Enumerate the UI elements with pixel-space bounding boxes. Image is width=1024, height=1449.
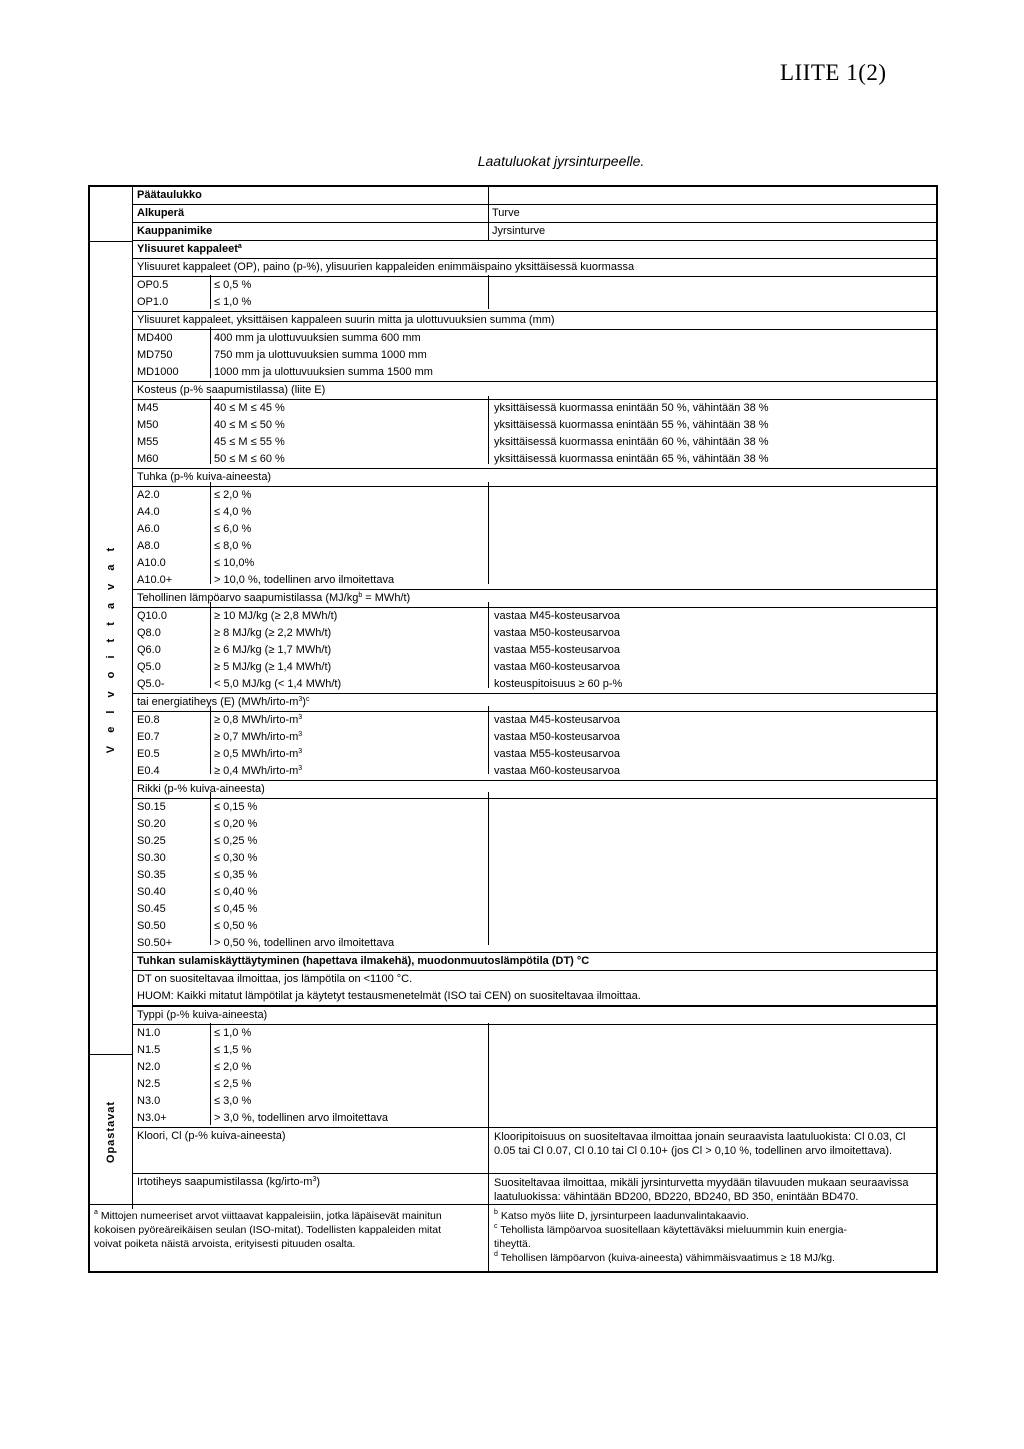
footnote-c [494,1223,934,1237]
header-row-tradename [133,223,936,241]
energy-value-sup: 3 [298,748,303,755]
nitrogen-code: N2.0 [137,1061,161,1073]
side-column-mandatory [90,241,133,1055]
tradename-label: Kauppanimike [137,225,213,237]
footnote-c-mark: c [494,1223,498,1230]
bulk-density-sup: 3 [312,1176,317,1183]
energy-code: E0.4 [137,765,160,777]
md-heading: Ylisuuret kappaleet, yksittäisen kappaleen suurin mitta ja ulottuvuuksien summa (mm) [137,314,555,326]
moisture-value: 45 ≤ M ≤ 55 % [214,436,285,448]
ash-code: A10.0 [137,557,166,569]
heating-note: vastaa M55-kosteusarvoa [494,644,620,656]
heating-heading-row [133,590,936,608]
nitrogen-row [133,1076,936,1093]
ash-heading-row [133,469,936,487]
sulfur-value: > 0,50 %, todellinen arvo ilmoitettava [214,937,395,949]
moisture-note: yksittäisessä kuormassa enintään 50 %, vähintään 38 % [494,402,769,414]
md-row [133,330,936,347]
bulk-density-tail: ) [316,1176,321,1188]
footnote-c-cont: tiheyttä. [494,1238,531,1250]
moisture-row [133,417,936,434]
op-code: OP1.0 [137,296,169,308]
op-heading-row [133,259,936,277]
nitrogen-value: > 3,0 %, todellinen arvo ilmoitettava [214,1112,388,1124]
nitrogen-value: ≤ 2,5 % [214,1078,252,1090]
ash-value: ≤ 6,0 % [214,523,252,535]
energy-value-sup: 3 [298,765,303,772]
nitrogen-heading: Typpi (p-% kuiva-aineesta) [137,1009,268,1021]
heating-note: vastaa M45-kosteusarvoa [494,610,620,622]
sulfur-value: ≤ 0,25 % [214,835,258,847]
moisture-note: yksittäisessä kuormassa enintään 65 %, vähintään 38 % [494,453,769,465]
ash-code: A2.0 [137,489,160,501]
ash-row [133,521,936,538]
origin-value: Turve [492,207,520,219]
ash-code: A6.0 [137,523,160,535]
tradename-value: Jyrsinturve [492,225,546,237]
page-heading: LIITE 1(2) [780,60,887,85]
sulfur-code: S0.25 [137,835,166,847]
energy-value-sup: 3 [298,714,303,721]
ash-value: ≤ 4,0 % [214,506,252,518]
energy-heading: tai energiatiheys (E) (MWh/irto-m [137,696,299,708]
sulfur-value: ≤ 0,30 % [214,852,258,864]
moisture-code: M45 [137,402,159,414]
md-row [133,347,936,364]
side-column-guidance [90,1054,133,1209]
heating-value: < 5,0 MJ/kg (< 1,4 MWh/t) [214,678,342,690]
sulfur-value: ≤ 0,45 % [214,903,258,915]
heating-code: Q6.0 [137,644,161,656]
ash-row [133,572,936,590]
oversize-title-sup: a [237,243,242,250]
footnote-a-mark: a [94,1209,98,1216]
sulfur-code: S0.45 [137,903,166,915]
table-caption: Laatuluokat jyrsinturpeelle. [477,153,645,169]
ash-melting-heading: Tuhkan sulamiskäyttäytyminen (hapettava ilmakehä), muodonmuutoslämpötila (DT) °C [137,955,590,967]
md-value: 1000 mm ja ulottuvuuksien summa 1500 mm [214,366,433,378]
ash-code: A4.0 [137,506,160,518]
ash-melting-row [133,988,936,1007]
moisture-value: 40 ≤ M ≤ 45 % [214,402,285,414]
heating-row [133,625,936,642]
table-rows [133,187,936,1219]
energy-value: ≥ 0,8 MWh/irto-m [214,714,299,726]
footnotes [90,1204,936,1271]
sulfur-code: S0.40 [137,886,166,898]
md-code: MD400 [137,332,173,344]
sulfur-row [133,850,936,867]
ash-value: ≤ 2,0 % [214,489,252,501]
energy-note: vastaa M45-kosteusarvoa [494,714,620,726]
nitrogen-value: ≤ 1,5 % [214,1044,252,1056]
op-value: ≤ 1,0 % [214,296,252,308]
energy-row [133,712,936,729]
quality-classes-table [88,185,938,1273]
moisture-row [133,400,936,417]
op-row [133,277,936,294]
heating-row [133,676,936,694]
header-main-label: Päätaulukko [137,189,202,201]
nitrogen-code: N1.0 [137,1027,161,1039]
moisture-note: yksittäisessä kuormassa enintään 60 %, vähintään 38 % [494,436,769,448]
sulfur-row [133,799,936,816]
nitrogen-row [133,1093,936,1110]
op-value: ≤ 0,5 % [214,279,252,291]
sulfur-row [133,901,936,918]
energy-note: vastaa M55-kosteusarvoa [494,748,620,760]
md-value: 750 mm ja ulottuvuuksien summa 1000 mm [214,349,427,361]
chlorine-note: Klooripitoisuus on suositeltavaa ilmoittaa jonain seuraavista laatuluokista: Cl 0.03, Cl 0.05 tai Cl 0.07, Cl 0.10 tai Cl 0.10+ (jos Cl > 0,10 %, todellinen arvo ilmoitettava). [494,1131,906,1157]
ash-row [133,487,936,504]
moisture-note: yksittäisessä kuormassa enintään 55 %, vähintään 38 % [494,419,769,431]
ash-code: A10.0+ [137,574,173,586]
nitrogen-row [133,1025,936,1042]
moisture-value: 40 ≤ M ≤ 50 % [214,419,285,431]
op-heading: Ylisuuret kappaleet (OP), paino (p-%), ylisuurien kappaleiden enimmäispaino yksittäisessä kuormassa [137,261,635,273]
sulfur-code: S0.30 [137,852,166,864]
energy-row [133,746,936,763]
sulfur-value: ≤ 0,40 % [214,886,258,898]
nitrogen-code: N2.5 [137,1078,161,1090]
sulfur-code: S0.35 [137,869,166,881]
nitrogen-code: N3.0+ [137,1112,167,1124]
energy-value: ≥ 0,7 MWh/irto-m [214,731,299,743]
sulfur-row [133,833,936,850]
ash-row [133,555,936,572]
nitrogen-code: N3.0 [137,1095,161,1107]
header-row-origin [133,205,936,223]
footnote-d-text: Tehollisen lämpöarvon (kuiva-aineesta) vähimmäisvaatimus ≥ 18 MJ/kg. [500,1252,835,1264]
md-code: MD1000 [137,366,179,378]
sulfur-value: ≤ 0,15 % [214,801,258,813]
ash-value: ≤ 8,0 % [214,540,252,552]
energy-value: ≥ 0,4 MWh/irto-m [214,765,299,777]
energy-code: E0.5 [137,748,160,760]
moisture-row [133,434,936,451]
energy-heading-sup2: c [305,696,310,703]
heating-value: ≥ 10 MJ/kg (≥ 2,8 MWh/t) [214,610,338,622]
footnote-b-mark: b [494,1209,498,1216]
sulfur-heading-row [133,781,936,799]
nitrogen-value: ≤ 2,0 % [214,1061,252,1073]
chlorine-row [133,1128,936,1174]
nitrogen-row [133,1110,936,1128]
energy-heading-tail: ) [302,696,306,708]
moisture-heading-row [133,382,936,400]
heating-value: ≥ 5 MJ/kg (≥ 1,4 MWh/t) [214,661,332,673]
footnote-b-text: Katso myös liite D, jyrsinturpeen laadunvalintakaavio. [500,1210,749,1222]
energy-row [133,729,936,746]
footnote-b [494,1209,934,1223]
heating-code: Q10.0 [137,610,167,622]
sulfur-row [133,918,936,935]
heating-heading-sup: b [358,592,363,599]
chlorine-label: Kloori, Cl (p-% kuiva-aineesta) [137,1130,286,1142]
ash-melting-heading-row [133,953,936,971]
heating-value: ≥ 6 MJ/kg (≥ 1,7 MWh/t) [214,644,332,656]
sulfur-row [133,935,936,953]
sulfur-row [133,884,936,901]
md-code: MD750 [137,349,173,361]
heating-value: ≥ 8 MJ/kg (≥ 2,2 MWh/t) [214,627,332,639]
md-value: 400 mm ja ulottuvuuksien summa 600 mm [214,332,421,344]
ash-row [133,504,936,521]
heating-code: Q5.0- [137,678,165,690]
energy-note: vastaa M50-kosteusarvoa [494,731,620,743]
footnote-d [494,1251,934,1265]
heating-code: Q5.0 [137,661,161,673]
bulk-density-note: Suositeltavaa ilmoittaa, mikäli jyrsinturvetta myydään tilavuuden mukaan seuraavissa laatuluokissa: vähintään BD200, BD220, BD240, BD 350, enintään BD470. [494,1177,909,1203]
heating-code: Q8.0 [137,627,161,639]
energy-code: E0.7 [137,731,160,743]
moisture-code: M50 [137,419,159,431]
sulfur-value: ≤ 0,20 % [214,818,258,830]
heating-note: kosteuspitoisuus ≥ 60 p-% [494,678,623,690]
moisture-code: M55 [137,436,159,448]
footnote-d-mark: d [494,1251,498,1258]
origin-label: Alkuperä [137,207,185,219]
sulfur-code: S0.20 [137,818,166,830]
nitrogen-code: N1.5 [137,1044,161,1056]
sulfur-row [133,816,936,833]
ash-value: > 10,0 %, todellinen arvo ilmoitettava [214,574,395,586]
nitrogen-value: ≤ 1,0 % [214,1027,252,1039]
sulfur-code: S0.50+ [137,937,173,949]
oversize-heading-row [133,241,936,259]
moisture-heading: Kosteus (p-% saapumistilassa) (liite E) [137,384,326,396]
footnote-a [94,1209,454,1251]
nitrogen-value: ≤ 3,0 % [214,1095,252,1107]
sulfur-value: ≤ 0,50 % [214,920,258,932]
ash-melting-line2: HUOM: Kaikki mitatut lämpötilat ja käytetyt testausmenetelmät (ISO tai CEN) on suositeltavaa ilmoittaa. [137,990,641,1002]
op-row [133,294,936,312]
heating-row [133,659,936,676]
energy-heading-sup: 3 [298,696,303,703]
nitrogen-row [133,1059,936,1076]
footnotes-right [494,1209,934,1265]
energy-value: ≥ 0,5 MWh/irto-m [214,748,299,760]
heating-heading: Tehollinen lämpöarvo saapumistilassa (MJ/kg [137,592,359,604]
heating-row [133,608,936,625]
moisture-code: M60 [137,453,159,465]
md-row [133,364,936,382]
heating-row [133,642,936,659]
footnote-c-text: Tehollista lämpöarvoa suositellaan käytettäväksi mieluummin kuin energia- [500,1224,847,1236]
moisture-row [133,451,936,469]
sulfur-value: ≤ 0,35 % [214,869,258,881]
ash-row [133,538,936,555]
sulfur-code: S0.50 [137,920,166,932]
sulfur-row [133,867,936,884]
ash-value: ≤ 10,0% [214,557,255,569]
heating-note: vastaa M50-kosteusarvoa [494,627,620,639]
nitrogen-heading-row [133,1007,936,1025]
sulfur-code: S0.15 [137,801,166,813]
moisture-value: 50 ≤ M ≤ 60 % [214,453,285,465]
oversize-title: Ylisuuret kappaleet [137,243,238,255]
nitrogen-row [133,1042,936,1059]
energy-heading-row [133,694,936,712]
footnote-divider [488,1205,489,1271]
energy-row [133,763,936,781]
heating-heading-tail: = MWh/t) [362,592,411,604]
ash-heading: Tuhka (p-% kuiva-aineesta) [137,471,272,483]
header-row-main [133,187,936,205]
mandatory-label: V e l v o i t t a v a t [105,542,117,753]
ash-code: A8.0 [137,540,160,552]
ash-melting-line1: DT on suositeltavaa ilmoittaa, jos lämpötila on <1100 °C. [137,973,413,985]
md-heading-row [133,312,936,330]
energy-note: vastaa M60-kosteusarvoa [494,765,620,777]
side-column-header [90,187,133,242]
bulk-density-label: Irtotiheys saapumistilassa (kg/irto-m [137,1176,313,1188]
op-code: OP0.5 [137,279,169,291]
energy-code: E0.8 [137,714,160,726]
sulfur-heading: Rikki (p-% kuiva-aineesta) [137,783,265,795]
guidance-label: Opastavat [105,1100,117,1163]
footnote-a-text: Mittojen numeeriset arvot viittaavat kappaleisiin, jotka läpäisevät mainitun kokoisen pyöreäreikäisen seulan (ISO-mitat). Todellisten kappaleiden mitat voivat poiketa näistä arvoista, erityisesti pituuden osalta. [94,1210,442,1250]
energy-value-sup: 3 [298,731,303,738]
heating-note: vastaa M60-kosteusarvoa [494,661,620,673]
ash-melting-row [133,971,936,988]
